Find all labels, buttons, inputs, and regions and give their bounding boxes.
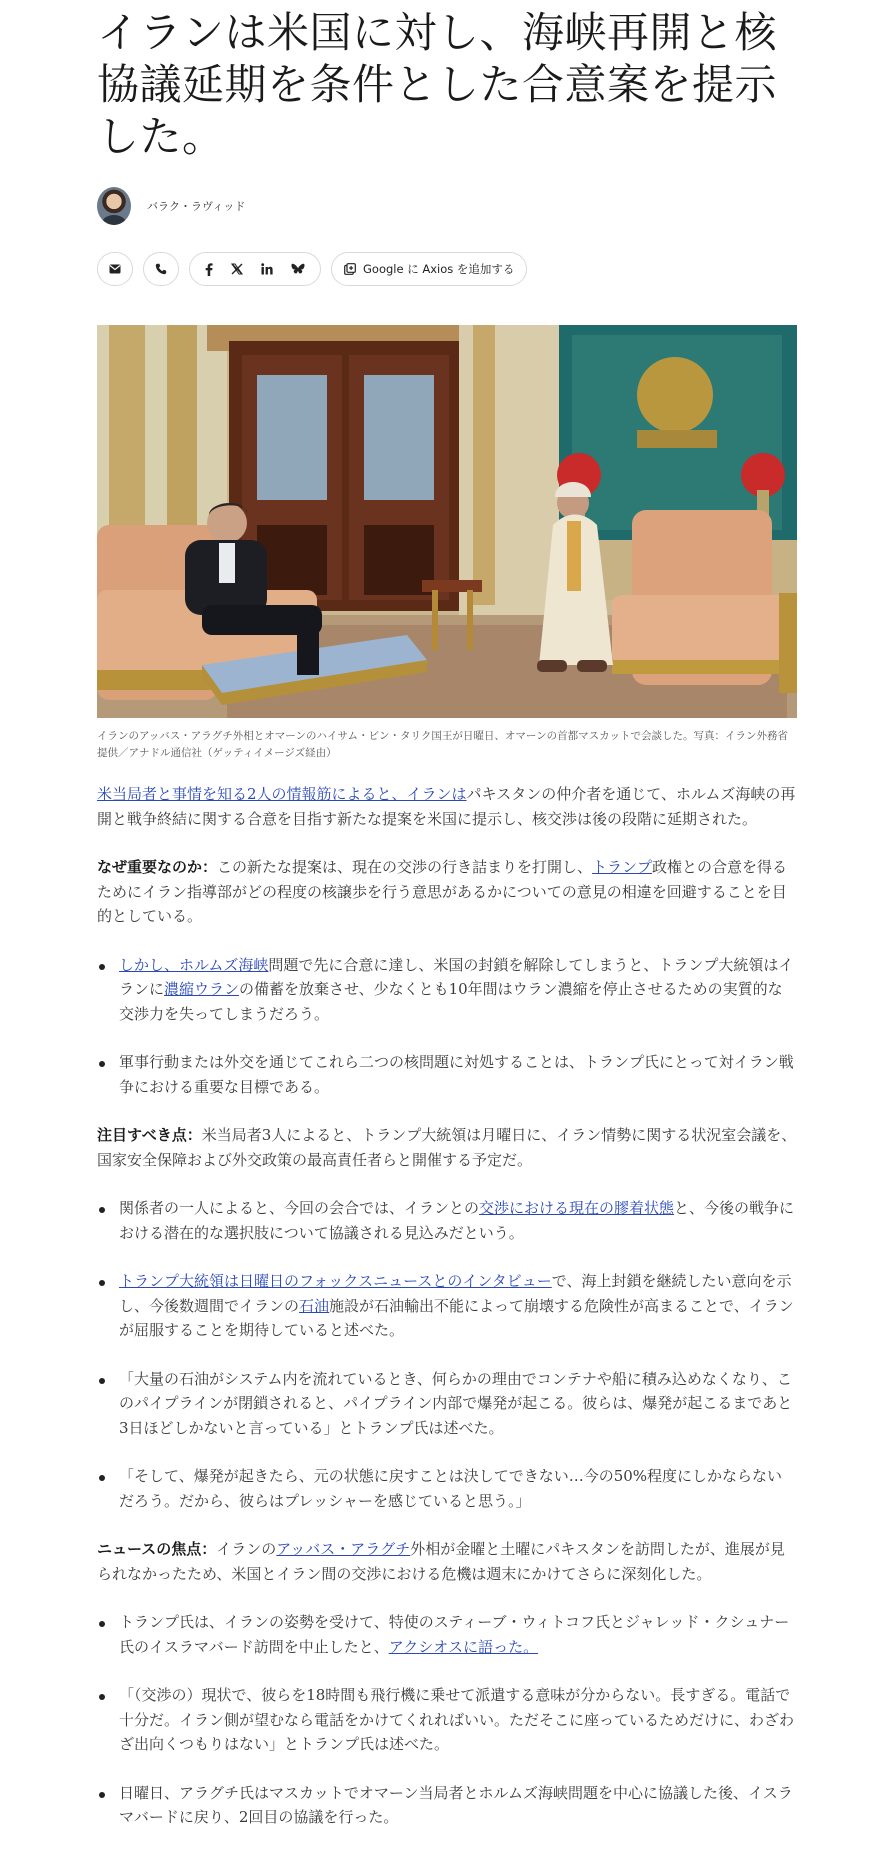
what-to-watch-text: 米当局者3人によると、トランプ大統領は月曜日に、イラン情勢に関する状況室会議を、国家安全保障および外交政策の最高責任者らと開催する予定だ。	[97, 1126, 797, 1169]
paragraph-why-it-matters	[97, 855, 797, 929]
negotiation-stalemate-link[interactable]: 交渉における現在の膠着状態	[479, 1199, 675, 1217]
list-item	[97, 953, 797, 1027]
lead-source-link[interactable]: 米当局者と事情を知る2人の情報筋によると、イランは	[97, 785, 467, 803]
bullet-text: 問題で先に合意に達し、米国の封鎖を解除してしまうと、トランプ大統領はイランに	[119, 955, 794, 998]
list-item	[97, 1367, 797, 1441]
linkedin-icon[interactable]	[261, 263, 273, 275]
bullet-text: 日曜日、アラグチ氏はマスカットでオマーン当局者とホルムズ海峡問題を中心に協議した後、イスラマバードに戻り、2回目の協議を行った。	[119, 1783, 793, 1826]
told-axios-link[interactable]: アクシオスに語った。	[388, 1637, 539, 1656]
author-name[interactable]: バラク・ラヴィッド	[147, 200, 246, 213]
email-icon	[109, 264, 121, 274]
bullet-text: トランプ氏は、イランの姿勢を受けて、特使のスティーブ・ウィトコフ氏とジャレッド・クシュナー氏のイスラマバード訪問を中止したと、	[119, 1613, 790, 1656]
bullet-text: 軍事行動または外交を通じてこれら二つの核問題に対処することは、トランプ氏にとって対イラン戦争における重要な目標である。	[119, 1053, 794, 1096]
article-headline: イランは米国に対し、海峡再開と核協議延期を条件とした合意案を提示した。	[97, 8, 778, 161]
paragraph-lead	[97, 782, 797, 831]
share-toolbar	[97, 251, 527, 287]
list-item	[97, 1196, 797, 1245]
add-axios-label: Google に Axios を追加する	[363, 262, 515, 276]
bullet-text: 関係者の一人によると、今回の会合では、イランとの	[119, 1199, 480, 1217]
trump-link[interactable]: トランプ	[592, 858, 653, 876]
lead-text: パキスタンの仲介者を通じて、ホルムズ海峡の再開と戦争終結に関する合意を目指す新たな提案を米国に提示し、核交渉は後の段階に延期された。	[97, 785, 796, 828]
x-icon[interactable]	[231, 263, 243, 275]
fox-interview-link[interactable]: トランプ大統領は日曜日のフォックスニュースとのインタビュー	[119, 1272, 552, 1290]
byline	[97, 186, 245, 226]
list-item	[97, 1464, 797, 1513]
quote-text: 「大量の石油がシステム内を流れているとき、何らかの理由でコンテナや船に積み込めなくなり、このパイプラインが閉鎖されると、パイプライン内部で爆発が起こる。彼らは、爆発が起こるまであと3日ほどしかないと言っている」とトランプ氏は述べた。	[119, 1369, 793, 1437]
araghchi-link[interactable]: アッバス・アラグチ	[276, 1540, 411, 1558]
bullet-list-1	[97, 953, 797, 1100]
list-item	[97, 1781, 797, 1830]
paragraph-driving-the-news	[97, 1537, 797, 1586]
why-it-matters-text-2: 政権との合意を得るためにイラン指導部がどの程度の核譲歩を行う意思があるかについての意見の相違を回避することを目的としている。	[97, 858, 788, 925]
author-avatar[interactable]	[97, 187, 131, 225]
facebook-icon[interactable]	[205, 263, 213, 276]
bullet-text: の備蓄を放棄させ、少なくとも10年間はウラン濃縮を停止させるための実質的な交渉力を失ってしまうだろう。	[119, 980, 783, 1023]
bluesky-icon[interactable]	[291, 263, 305, 275]
what-to-watch-label: 注目すべき点：	[97, 1126, 202, 1144]
bullet-list-2	[97, 1196, 797, 1513]
bullet-text: 施設が石油輸出不能によって崩壊する危険性が高まることで、イランが屈服することを期待していると述べた。	[119, 1296, 794, 1339]
list-item	[97, 1683, 797, 1757]
driving-the-news-label: ニュースの焦点：	[97, 1540, 217, 1558]
list-item	[97, 1050, 797, 1099]
enriched-uranium-link[interactable]: 濃縮ウラン	[164, 980, 240, 998]
phone-icon	[155, 263, 167, 275]
why-it-matters-text-1: この新たな提案は、現在の交渉の行き詰まりを打開し、	[217, 858, 593, 876]
quote-text: 「そして、爆発が起きたら、元の状態に戻すことは決してできない…今の50%程度にしかならないだろう。だから、彼らはプレッシャーを感じていると思う。」	[119, 1467, 783, 1510]
share-email-button[interactable]	[97, 252, 133, 286]
add-source-icon	[344, 263, 356, 275]
share-phone-button[interactable]	[143, 252, 179, 286]
oil-link[interactable]: 石油	[299, 1296, 330, 1315]
driving-the-news-text-2: 外相が金曜と土曜にパキスタンを訪問したが、進展が見られなかったため、米国とイラン間の交渉における危機は週末にかけてさらに深刻化した。	[97, 1540, 785, 1583]
list-item	[97, 1269, 797, 1343]
why-it-matters-label: なぜ重要なのか：	[97, 858, 218, 876]
hormuz-link[interactable]: しかし、ホルムズ海峡	[119, 955, 269, 974]
bullet-text: で、海上封鎖を継続したい意向を示し、今後数週間でイランの	[119, 1272, 792, 1315]
quote-text: 「（交渉の）現状で、彼らを18時間も飛行機に乗せて派遣する意味が分からない。長すぎる。電話で十分だ。イラン側が望むなら電話をかけてくれればいい。ただそこに座っているためだけに、わざわざ出向くつもりはない」とトランプ氏は述べた。	[119, 1686, 795, 1753]
article	[97, 0, 797, 1826]
add-axios-to-google-button[interactable]	[331, 252, 527, 286]
driving-the-news-text-1: イランの	[216, 1540, 277, 1558]
bullet-list-3	[97, 1610, 797, 1830]
list-item	[97, 1610, 797, 1659]
social-share-group	[189, 252, 321, 286]
article-photo	[97, 325, 797, 718]
article-body	[97, 782, 797, 1854]
photo-caption: イランのアッバス・アラグチ外相とオマーンのハイサム・ビン・タリク国王が日曜日、オマーンの首都マスカットで会談した。写真：イラン外務省提供／アナドル通信社（ゲッティイメージズ経由）	[97, 730, 789, 759]
paragraph-what-to-watch	[97, 1123, 797, 1172]
bullet-text: と、今後の戦争における潜在的な選択肢について協議される見込みだという。	[119, 1199, 795, 1242]
